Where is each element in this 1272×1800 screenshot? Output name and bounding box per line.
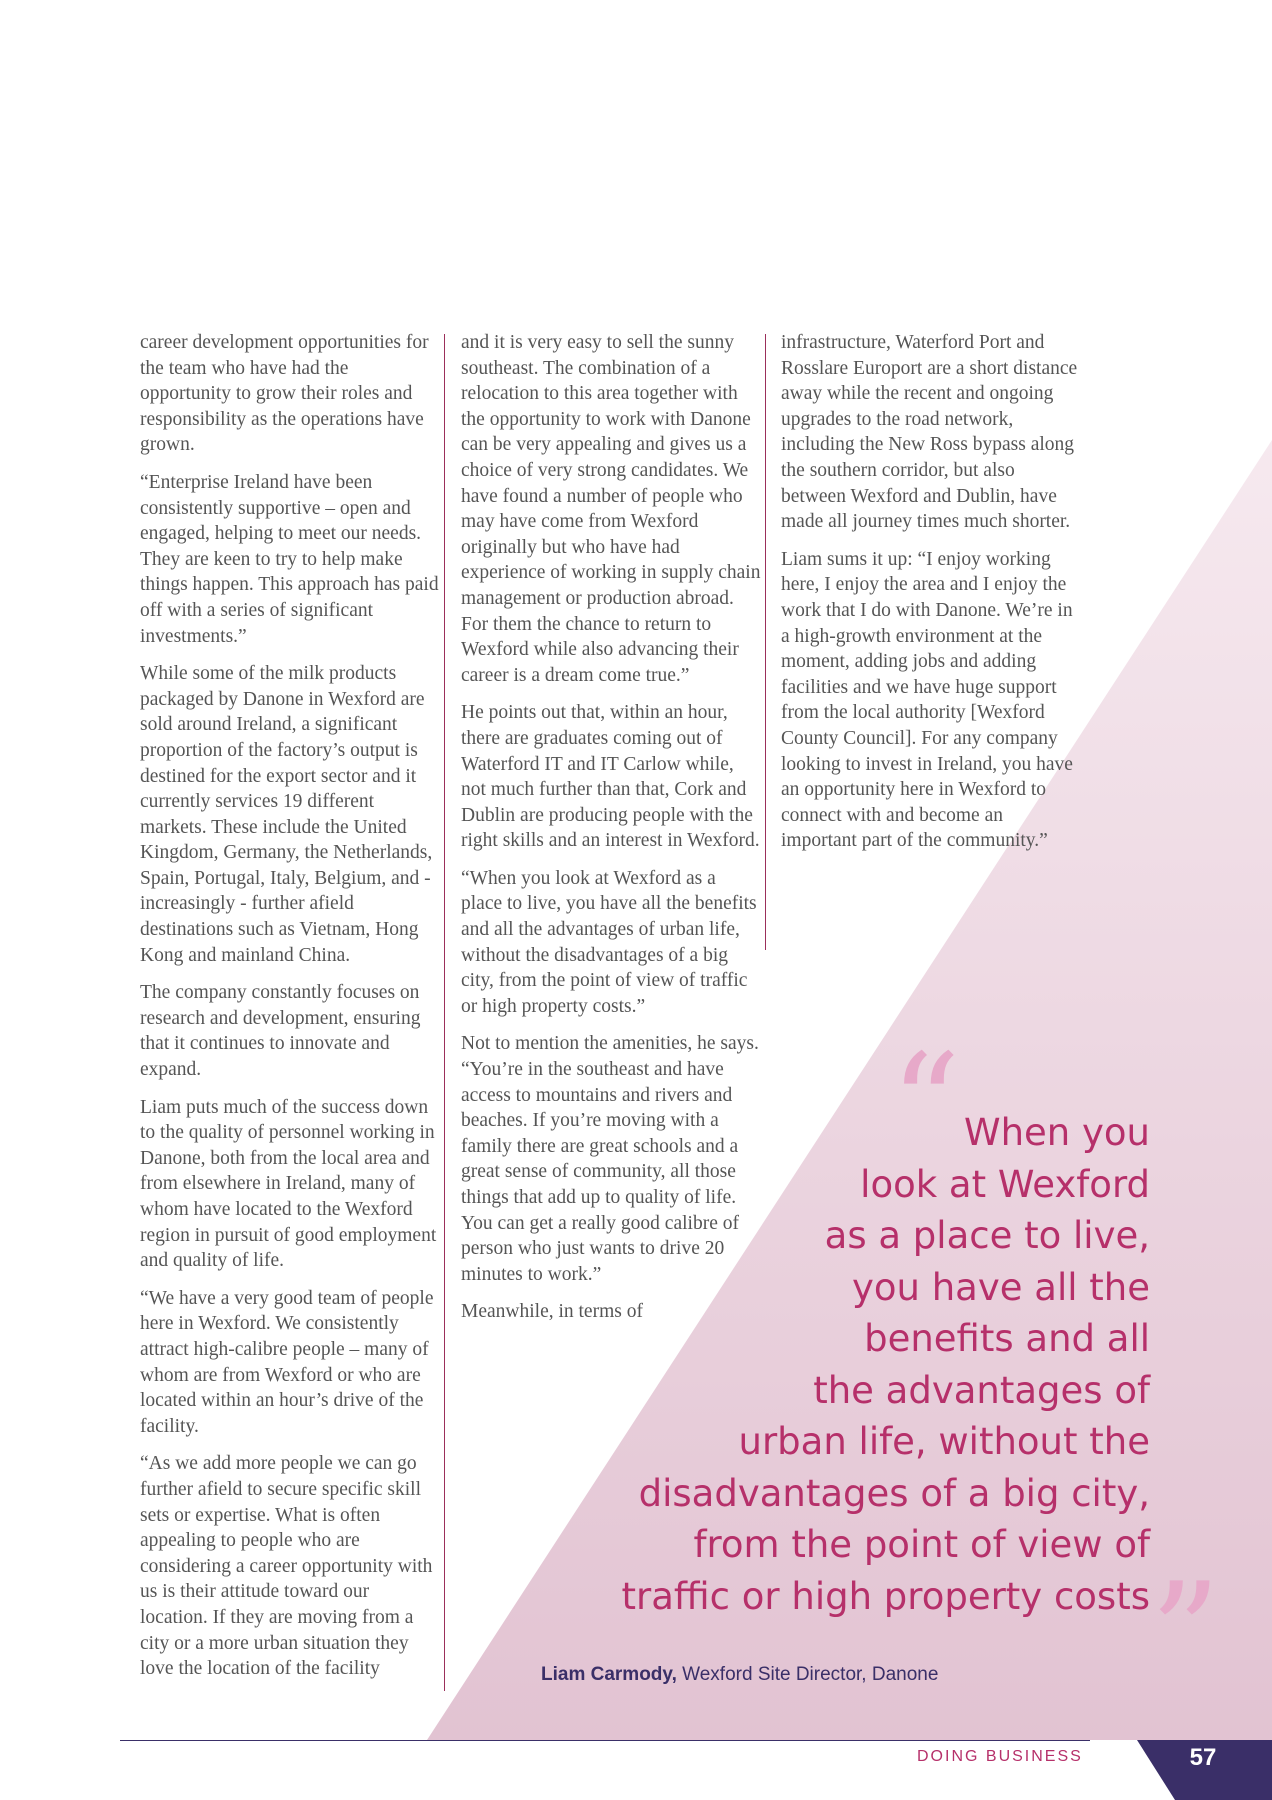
pull-quote-line: urban life, without the [738, 1420, 1150, 1463]
paragraph: infrastructure, Waterford Port and Rosslare Europort are a short distance away while the recent and ongoing upgrades to the road network, including the New Ross bypass along the southern corridor, but also between Wexford and Dublin, have made all journey times much shorter. [781, 332, 1078, 533]
footer-rule [120, 1740, 1090, 1741]
pull-quote-line: the advantages of [813, 1368, 1150, 1412]
attribution-title: Wexford Site Director, Danone [676, 1664, 939, 1685]
section-label: DOING BUSINESS [917, 1748, 1083, 1765]
pull-quote-line: you have all the [851, 1265, 1150, 1309]
column-divider [765, 334, 766, 950]
paragraph: “When you look at Wexford as a place to live, you have all the benefits and all the advantages of urban life, without the disadvantages of a big city, from the point of view of traffic or high property costs.” [461, 867, 757, 1017]
quote-attribution [541, 1664, 938, 1686]
paragraph: “Enterprise Ireland have been consistently supportive – open and engaged, helping to meet our needs. They are keen to try to help make things happen. This approach has paid off with a series of significant investments.” [140, 471, 439, 647]
pull-quote [590, 1107, 1150, 1622]
column-divider [444, 334, 445, 1691]
paragraph: While some of the milk products packaged by Danone in Wexford are sold around Ireland, a significant proportion of the factory’s output is destined for the export sector and it currently services 19 different markets. These include the United Kingdom, Germany, the Netherlands, Spain, Portugal, Italy, Belgium, and - increasingly - further afield destinations such as Vietnam, Hong Kong and mainland China. [140, 663, 433, 966]
paragraph: Liam sums it up: “I enjoy working here, I enjoy the area and I enjoy the work that I do with Danone. We’re in a high-growth environment at the moment, adding jobs and adding facilities and we have huge support from the local authority [Wexford County Council]. For any company looking to invest in Ireland, you have an opportunity here in Wexford to connect with and become an important part of the community.” [781, 548, 1073, 852]
paragraph: Meanwhile, in terms of [461, 1301, 643, 1323]
pull-quote-line: look at Wexford [860, 1162, 1150, 1206]
paragraph: “We have a very good team of people here in Wexford. We consistently attract high-calibre people – many of whom are from Wexford or who are located within an hour’s drive of the facility. [140, 1287, 434, 1437]
paragraph: He points out that, within an hour, there are graduates coming out of Waterford IT and IT Carlow while, not much further than that, Cork and Dublin are producing people with the right skills and an interest in Wexford. [461, 702, 760, 852]
attribution-name: Liam Carmody, [541, 1664, 677, 1685]
open-quote-icon: “ [890, 1024, 961, 1185]
pull-quote-line: as a place to live, [824, 1214, 1150, 1257]
pull-quote-line: disadvantages of a big city, [638, 1471, 1150, 1515]
paragraph: “As we add more people we can go further afield to secure specific skill sets or expertise. What is often appealing to people who are considering a career opportunity with us is their attitude toward our location. If they are moving from a city or a more urban situation they love the location of the facility [140, 1453, 433, 1680]
paragraph: and it is very easy to sell the sunny southeast. The combination of a relocation to this area together with the opportunity to work with Danone can be very appealing and gives us a choice of very strong candidates. We have found a number of people who may have come from Wexford originally but who have had experience of working in supply chain management or production abroad. For them the chance to return to Wexford while also advancing their career is a dream come true.” [461, 332, 761, 686]
pull-quote-line: benefits and all [864, 1317, 1150, 1360]
paragraph: The company constantly focuses on research and development, ensuring that it continues to innovate and expand. [140, 982, 421, 1081]
pull-quote-line: from the point of view of [693, 1523, 1150, 1566]
paragraph: Not to mention the amenities, he says. “You’re in the southeast and have access to mountains and rivers and beaches. If you’re moving with a family there are great schools and a great sense of community, all those things that add up to quality of life. You can get a really good calibre of person who just wants to drive 20 minutes to work.” [461, 1033, 759, 1285]
close-quote-icon: ” [1150, 1553, 1221, 1714]
article-column-3 [781, 330, 1081, 866]
pull-quote-line: traffic or high property costs [621, 1574, 1150, 1618]
pull-quote-line: When you [964, 1111, 1150, 1154]
article-column-1 [140, 330, 440, 1694]
page-number: 57 [1189, 1744, 1217, 1771]
paragraph: career development opportunities for the team who have had the opportunity to grow their roles and responsibility as the operations have grown. [140, 332, 429, 456]
paragraph: Liam puts much of the success down to the quality of personnel working in Danone, both from the local area and from elsewhere in Ireland, many of whom have located to the Wexford region in pursuit of good employment and quality of life. [140, 1096, 437, 1272]
